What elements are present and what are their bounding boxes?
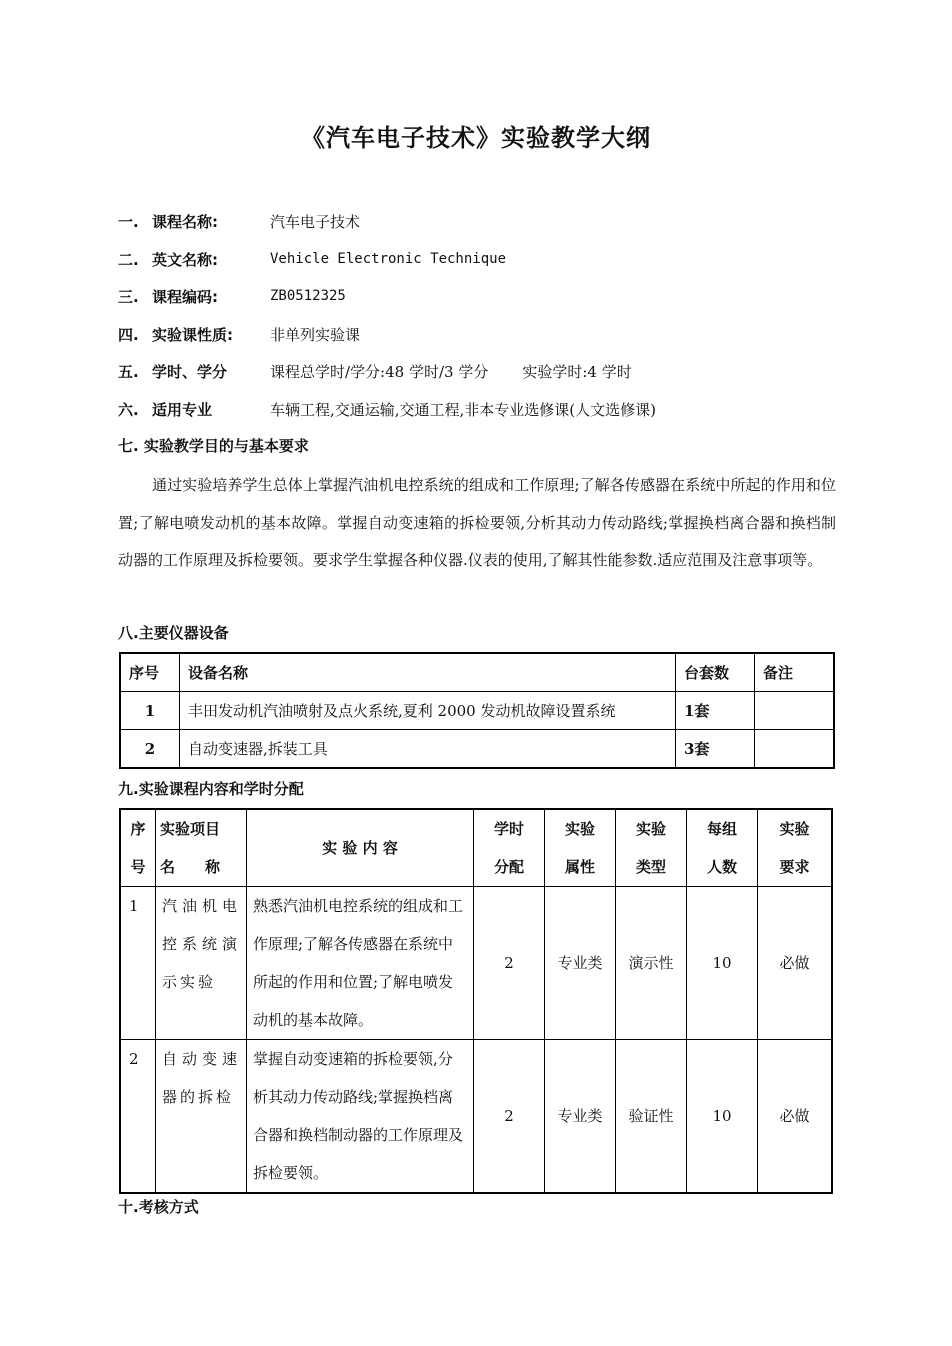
header-people-line2: 人数	[706, 858, 737, 876]
cell-quantity: 3套	[676, 730, 755, 769]
header-requirement	[758, 809, 833, 887]
info-label: 实验课性质:	[152, 325, 233, 344]
cell-equipment-name: 自动变速器,拆装工具	[180, 730, 676, 769]
cell-type: 验证性	[616, 1040, 687, 1194]
header-no-line2: 号	[130, 858, 146, 876]
header-people	[687, 809, 758, 887]
course-content-table	[119, 808, 833, 1194]
header-item	[156, 809, 247, 887]
info-value: ZB0512325	[270, 288, 346, 304]
header-attribute-line2: 属性	[564, 858, 595, 876]
header-note: 备注	[755, 653, 835, 692]
header-content: 实 验 内 容	[247, 809, 474, 887]
cell-people: 10	[687, 1040, 758, 1194]
cell-item: 自动变速器的拆检	[156, 1040, 247, 1194]
section-10-heading: 十.考核方式	[118, 1198, 199, 1216]
header-attribute	[545, 809, 616, 887]
header-type-line2: 类型	[635, 858, 666, 876]
info-label: 课程名称:	[152, 212, 218, 231]
info-num: 二.	[118, 250, 139, 269]
info-value: 非单列实验课	[270, 325, 361, 344]
info-value: 汽车电子技术	[270, 212, 361, 231]
table-row	[120, 692, 834, 730]
info-english-name	[118, 247, 506, 271]
section-7-paragraph: 通过实验培养学生总体上掌握汽油机电控系统的组成和工作原理;了解各传感器在系统中所起的作用和位置;了解电喷发动机的基本故障。掌握自动变速箱的拆检要领,分析其动力传动路线;掌握换档离合器和换档制动器的工作原理及拆检要领。要求学生掌握各种仪器.仪表的使用,了解其性能参数.适应范围及注意事项等。	[118, 476, 836, 569]
cell-attribute: 专业类	[545, 1040, 616, 1194]
cell-no: 2	[120, 730, 180, 769]
info-course-name	[118, 209, 360, 233]
cell-item: 汽油机电控系统演示实验	[156, 887, 247, 1040]
info-label: 英文名称:	[152, 250, 218, 269]
info-num: 五.	[118, 362, 139, 381]
header-quantity: 台套数	[676, 653, 755, 692]
cell-no: 2	[120, 1040, 156, 1194]
header-no-line1: 序	[130, 820, 146, 838]
section-9-heading: 九.实验课程内容和学时分配	[118, 780, 304, 798]
header-type	[616, 809, 687, 887]
info-value: 课程总学时/学分:48 学时/3 学分	[270, 362, 489, 381]
info-num: 三.	[118, 287, 139, 306]
info-num: 一.	[118, 212, 139, 231]
info-lab-nature	[118, 322, 360, 346]
header-hours-line1: 学时	[493, 820, 524, 838]
cell-note	[755, 730, 835, 769]
cell-hours: 2	[474, 1040, 545, 1194]
equipment-table	[119, 652, 835, 769]
table-row	[120, 1040, 832, 1194]
info-value: Vehicle Electronic Technique	[270, 251, 507, 267]
cell-type: 演示性	[616, 887, 687, 1040]
info-label: 课程编码:	[152, 287, 218, 306]
header-people-line1: 每组	[706, 820, 737, 838]
section-7-heading: 七. 实验教学目的与基本要求	[118, 437, 309, 455]
info-lab-hours: 实验学时:4 学时	[522, 362, 632, 381]
header-hours-line2: 分配	[493, 858, 524, 876]
header-type-line1: 实验	[635, 820, 666, 838]
cell-people: 10	[687, 887, 758, 1040]
table-header-row	[120, 653, 834, 692]
info-majors	[118, 397, 656, 421]
info-hours-credits	[118, 359, 632, 383]
table-header-row	[120, 809, 832, 887]
header-no	[120, 809, 156, 887]
info-course-code	[118, 284, 346, 308]
cell-equipment-name: 丰田发动机汽油喷射及点火系统,夏利 2000 发动机故障设置系统	[180, 692, 676, 730]
cell-content: 掌握自动变速箱的拆检要领,分析其动力传动路线;掌握换档离合器和换档制动器的工作原理及拆检要领。	[247, 1040, 474, 1194]
header-attribute-line1: 实验	[564, 820, 595, 838]
info-value: 车辆工程,交通运输,交通工程,非本专业选修课(人文选修课)	[270, 400, 657, 419]
cell-content: 熟悉汽油机电控系统的组成和工作原理;了解各传感器在系统中所起的作用和位置;了解电喷发动机的基本故障。	[247, 887, 474, 1040]
header-no: 序号	[120, 653, 180, 692]
info-label: 适用专业	[152, 400, 213, 419]
header-item-line2: 名 称	[160, 858, 221, 876]
cell-requirement: 必做	[758, 1040, 833, 1194]
cell-no: 1	[120, 692, 180, 730]
info-num: 四.	[118, 325, 139, 344]
info-num: 六.	[118, 400, 139, 419]
table-row	[120, 730, 834, 769]
cell-attribute: 专业类	[545, 887, 616, 1040]
section-8-heading: 八.主要仪器设备	[118, 624, 229, 642]
header-requirement-line1: 实验	[779, 820, 810, 838]
header-requirement-line2: 要求	[779, 858, 810, 876]
header-equipment-name: 设备名称	[180, 653, 676, 692]
header-item-line1: 实验项目	[160, 820, 221, 838]
cell-requirement: 必做	[758, 887, 833, 1040]
cell-quantity: 1套	[676, 692, 755, 730]
page-title: 《汽车电子技术》实验教学大纲	[301, 124, 651, 152]
header-hours	[474, 809, 545, 887]
info-label: 学时、学分	[152, 362, 228, 381]
table-row	[120, 887, 832, 1040]
cell-note	[755, 692, 835, 730]
cell-no: 1	[120, 887, 156, 1040]
cell-hours: 2	[474, 887, 545, 1040]
